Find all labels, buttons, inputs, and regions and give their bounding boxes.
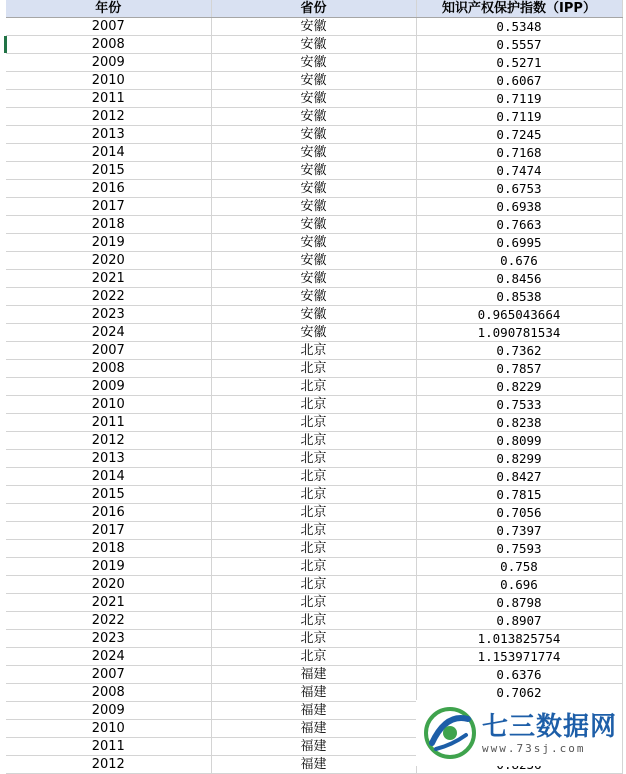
table-row xyxy=(6,630,622,648)
province-cell[interactable]: 安徽 xyxy=(211,198,416,216)
ipp-cell[interactable]: 0.7062 xyxy=(416,684,622,702)
ipp-cell[interactable]: 0.7245 xyxy=(416,126,622,144)
province-cell[interactable]: 北京 xyxy=(211,396,416,414)
ipp-cell[interactable]: 0.7857 xyxy=(416,360,622,378)
year-cell[interactable]: 2019 xyxy=(6,558,211,576)
year-cell[interactable]: 2015 xyxy=(6,486,211,504)
table-row xyxy=(6,180,622,198)
table-row xyxy=(6,486,622,504)
province-cell[interactable]: 北京 xyxy=(211,486,416,504)
table-row xyxy=(6,288,622,306)
province-cell[interactable]: 北京 xyxy=(211,414,416,432)
ipp-cell[interactable]: 0.7474 xyxy=(416,162,622,180)
year-cell[interactable]: 2016 xyxy=(6,180,211,198)
year-cell[interactable]: 2017 xyxy=(6,522,211,540)
ipp-cell[interactable]: 0.676 xyxy=(416,252,622,270)
table-row xyxy=(6,648,622,666)
province-cell[interactable]: 北京 xyxy=(211,522,416,540)
province-cell[interactable]: 福建 xyxy=(211,684,416,702)
table-row xyxy=(6,270,622,288)
header-row xyxy=(6,0,622,18)
province-cell[interactable]: 安徽 xyxy=(211,216,416,234)
ipp-cell[interactable]: 0.8456 xyxy=(416,270,622,288)
table-row xyxy=(6,108,622,126)
province-cell[interactable]: 北京 xyxy=(211,576,416,594)
ipp-cell[interactable]: 1.153971774 xyxy=(416,648,622,666)
table-body xyxy=(6,18,622,774)
year-cell[interactable]: 2013 xyxy=(6,126,211,144)
province-cell[interactable]: 安徽 xyxy=(211,270,416,288)
year-cell[interactable]: 2014 xyxy=(6,468,211,486)
ipp-cell[interactable]: 0.7168 xyxy=(416,144,622,162)
province-cell[interactable]: 安徽 xyxy=(211,144,416,162)
table-row xyxy=(6,540,622,558)
table-row xyxy=(6,54,622,72)
table-row xyxy=(6,504,622,522)
year-cell[interactable]: 2010 xyxy=(6,72,211,90)
table-row xyxy=(6,414,622,432)
year-cell[interactable]: 2012 xyxy=(6,756,211,774)
province-cell[interactable]: 北京 xyxy=(211,612,416,630)
year-cell[interactable]: 2020 xyxy=(6,576,211,594)
province-cell[interactable]: 北京 xyxy=(211,594,416,612)
province-cell[interactable]: 福建 xyxy=(211,756,416,774)
ipp-cell[interactable]: 0.6995 xyxy=(416,234,622,252)
ipp-cell[interactable]: 0.8299 xyxy=(416,450,622,468)
year-cell[interactable]: 2007 xyxy=(6,342,211,360)
ipp-cell[interactable]: 0.7663 xyxy=(416,216,622,234)
ipp-cell[interactable]: 1.090781534 xyxy=(416,324,622,342)
ipp-cell[interactable]: 0.8907 xyxy=(416,612,622,630)
table-row xyxy=(6,378,622,396)
ipp-cell[interactable]: 0.696 xyxy=(416,576,622,594)
province-cell[interactable]: 福建 xyxy=(211,738,416,756)
ipp-cell[interactable]: 0.8427 xyxy=(416,468,622,486)
year-cell[interactable]: 2022 xyxy=(6,612,211,630)
table-row xyxy=(6,306,622,324)
ipp-cell[interactable]: 0.5271 xyxy=(416,54,622,72)
year-cell[interactable]: 2021 xyxy=(6,270,211,288)
header-ipp[interactable]: 知识产权保护指数（IPP） xyxy=(416,0,622,18)
year-cell[interactable]: 2009 xyxy=(6,378,211,396)
province-cell[interactable]: 安徽 xyxy=(211,288,416,306)
province-cell[interactable]: 北京 xyxy=(211,378,416,396)
year-cell[interactable]: 2020 xyxy=(6,252,211,270)
table-row xyxy=(6,324,622,342)
year-cell[interactable]: 2024 xyxy=(6,648,211,666)
year-cell[interactable]: 2009 xyxy=(6,702,211,720)
table-row xyxy=(6,198,622,216)
table-row xyxy=(6,36,622,54)
ipp-cell[interactable]: 0.8229 xyxy=(416,378,622,396)
province-cell[interactable]: 安徽 xyxy=(211,306,416,324)
table-row xyxy=(6,450,622,468)
selected-row-marker xyxy=(4,36,7,53)
province-cell[interactable]: 北京 xyxy=(211,342,416,360)
table-row xyxy=(6,468,622,486)
year-cell[interactable]: 2008 xyxy=(6,684,211,702)
year-cell[interactable]: 2009 xyxy=(6,54,211,72)
province-cell[interactable]: 北京 xyxy=(211,648,416,666)
province-cell[interactable]: 安徽 xyxy=(211,234,416,252)
data-table xyxy=(6,0,623,774)
year-cell[interactable]: 2014 xyxy=(6,144,211,162)
ipp-cell[interactable]: 0.6753 xyxy=(416,180,622,198)
province-cell[interactable]: 安徽 xyxy=(211,324,416,342)
year-cell[interactable]: 2016 xyxy=(6,504,211,522)
ipp-cell[interactable]: 0.5557 xyxy=(416,36,622,54)
ipp-cell[interactable]: 0.7056 xyxy=(416,504,622,522)
year-cell[interactable]: 2010 xyxy=(6,396,211,414)
ipp-cell[interactable]: 0.758 xyxy=(416,558,622,576)
province-cell[interactable]: 安徽 xyxy=(211,126,416,144)
year-cell[interactable]: 2011 xyxy=(6,90,211,108)
province-cell[interactable]: 安徽 xyxy=(211,162,416,180)
ipp-cell[interactable]: 0.7533 xyxy=(416,396,622,414)
ipp-cell[interactable]: 0.7593 xyxy=(416,540,622,558)
year-cell[interactable]: 2022 xyxy=(6,288,211,306)
province-cell[interactable]: 安徽 xyxy=(211,54,416,72)
table-row xyxy=(6,522,622,540)
watermark-title: 七三数据网 xyxy=(482,711,618,742)
ipp-cell[interactable]: 0.965043664 xyxy=(416,306,622,324)
year-cell[interactable]: 2023 xyxy=(6,306,211,324)
province-cell[interactable]: 北京 xyxy=(211,360,416,378)
province-cell[interactable]: 北京 xyxy=(211,432,416,450)
province-cell[interactable]: 福建 xyxy=(211,666,416,684)
watermark-logo-icon xyxy=(422,705,478,761)
ipp-cell[interactable]: 0.8238 xyxy=(416,414,622,432)
table-row xyxy=(6,72,622,90)
province-cell[interactable]: 安徽 xyxy=(211,252,416,270)
year-cell[interactable]: 2011 xyxy=(6,414,211,432)
province-cell[interactable]: 北京 xyxy=(211,504,416,522)
year-cell[interactable]: 2012 xyxy=(6,108,211,126)
province-cell[interactable]: 北京 xyxy=(211,450,416,468)
ipp-cell[interactable]: 0.8099 xyxy=(416,432,622,450)
province-cell[interactable]: 安徽 xyxy=(211,108,416,126)
spreadsheet xyxy=(6,0,622,774)
table-row xyxy=(6,162,622,180)
watermark xyxy=(416,700,622,766)
table-row xyxy=(6,360,622,378)
table-row xyxy=(6,594,622,612)
year-cell[interactable]: 2018 xyxy=(6,216,211,234)
year-cell[interactable]: 2008 xyxy=(6,36,211,54)
table-row xyxy=(6,612,622,630)
header-province[interactable]: 省份 xyxy=(211,0,416,18)
province-cell[interactable]: 北京 xyxy=(211,630,416,648)
table-row xyxy=(6,666,622,684)
ipp-cell[interactable]: 0.7119 xyxy=(416,90,622,108)
province-cell[interactable]: 福建 xyxy=(211,720,416,738)
table-row xyxy=(6,342,622,360)
ipp-cell[interactable]: 0.8798 xyxy=(416,594,622,612)
ipp-cell[interactable]: 0.8538 xyxy=(416,288,622,306)
ipp-cell[interactable]: 0.5348 xyxy=(416,18,622,36)
year-cell[interactable]: 2007 xyxy=(6,666,211,684)
province-cell[interactable]: 安徽 xyxy=(211,18,416,36)
table-row xyxy=(6,558,622,576)
table-row xyxy=(6,144,622,162)
province-cell[interactable]: 安徽 xyxy=(211,72,416,90)
ipp-cell[interactable]: 0.7362 xyxy=(416,342,622,360)
province-cell[interactable]: 福建 xyxy=(211,702,416,720)
year-cell[interactable]: 2008 xyxy=(6,360,211,378)
table-row xyxy=(6,126,622,144)
year-cell[interactable]: 2019 xyxy=(6,234,211,252)
table-row xyxy=(6,18,622,36)
ipp-cell[interactable]: 0.7815 xyxy=(416,486,622,504)
table-row xyxy=(6,576,622,594)
ipp-cell[interactable]: 0.6938 xyxy=(416,198,622,216)
province-cell[interactable]: 安徽 xyxy=(211,90,416,108)
year-cell[interactable]: 2012 xyxy=(6,432,211,450)
table-row xyxy=(6,396,622,414)
year-cell[interactable]: 2013 xyxy=(6,450,211,468)
table-row xyxy=(6,234,622,252)
province-cell[interactable]: 北京 xyxy=(211,468,416,486)
province-cell[interactable]: 北京 xyxy=(211,558,416,576)
table-row xyxy=(6,684,622,702)
year-cell[interactable]: 2015 xyxy=(6,162,211,180)
table-row xyxy=(6,252,622,270)
ipp-cell[interactable]: 1.013825754 xyxy=(416,630,622,648)
header-year[interactable]: 年份 xyxy=(6,0,211,18)
year-cell[interactable]: 2010 xyxy=(6,720,211,738)
year-cell[interactable]: 2011 xyxy=(6,738,211,756)
table-row xyxy=(6,432,622,450)
province-cell[interactable]: 安徽 xyxy=(211,180,416,198)
year-cell[interactable]: 2021 xyxy=(6,594,211,612)
province-cell[interactable]: 北京 xyxy=(211,540,416,558)
year-cell[interactable]: 2007 xyxy=(6,18,211,36)
watermark-url: www.73sj.com xyxy=(482,741,586,755)
ipp-cell[interactable]: 0.6067 xyxy=(416,72,622,90)
year-cell[interactable]: 2017 xyxy=(6,198,211,216)
year-cell[interactable]: 2018 xyxy=(6,540,211,558)
ipp-cell[interactable]: 0.6376 xyxy=(416,666,622,684)
table-row xyxy=(6,216,622,234)
year-cell[interactable]: 2023 xyxy=(6,630,211,648)
ipp-cell[interactable]: 0.7397 xyxy=(416,522,622,540)
province-cell[interactable]: 安徽 xyxy=(211,36,416,54)
year-cell[interactable]: 2024 xyxy=(6,324,211,342)
ipp-cell[interactable]: 0.7119 xyxy=(416,108,622,126)
table-row xyxy=(6,90,622,108)
